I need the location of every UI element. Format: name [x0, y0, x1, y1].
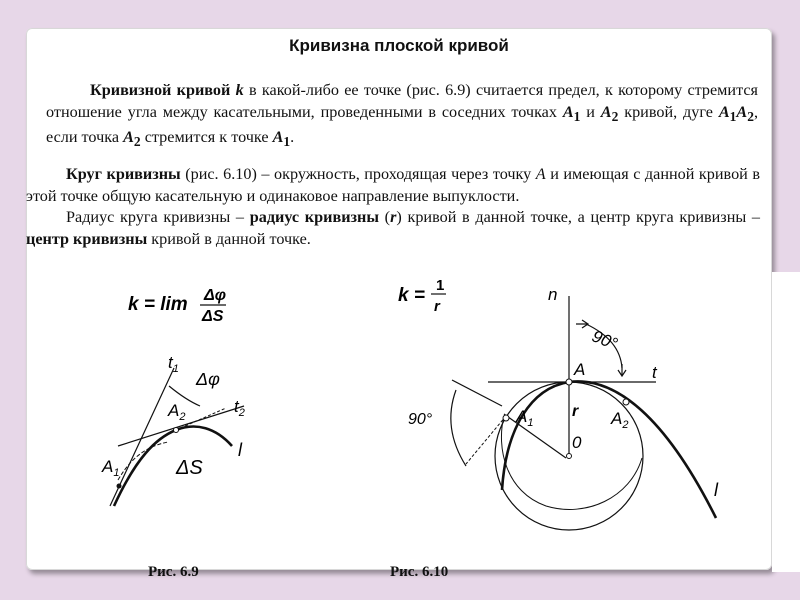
- text-span: .: [290, 128, 295, 147]
- sub: 1: [283, 134, 291, 150]
- text-span: и: [580, 102, 601, 121]
- sub: 2: [747, 108, 754, 124]
- t: t: [168, 353, 173, 372]
- tangent-at-A1: [452, 380, 502, 406]
- text-span: (рис. 6.10) – окружность, проходящая через точку: [180, 165, 536, 183]
- formula2-numerator: 1: [436, 277, 445, 294]
- term-circle-of-curvature: Круг кривизны: [66, 165, 181, 183]
- label-A1-fig2: [515, 407, 533, 429]
- text-span: и имеющая с данной кривой в этой точке общую касательную и одинаковое направление выпуклости.: [26, 165, 761, 205]
- sub: 1: [729, 108, 737, 124]
- sub: 1: [527, 417, 534, 429]
- t: t: [234, 397, 239, 416]
- symbol-A: A: [718, 102, 730, 121]
- text-span: (: [379, 208, 391, 226]
- caption-fig-6-10: Рис. 6.10: [390, 564, 449, 580]
- figure-6-10: [26, 28, 772, 570]
- formula2-lhs: k =: [398, 285, 425, 306]
- text-span: стремится к точке: [140, 128, 273, 147]
- arrow-top-right: [618, 364, 626, 376]
- caption-fig-6-9: Рис. 6.9: [148, 564, 199, 580]
- label-t: t: [652, 363, 657, 382]
- term-center-of-curvature: центр кривизны: [26, 229, 148, 248]
- slide-card: [26, 28, 772, 580]
- card-edge-overlay: [772, 272, 800, 572]
- label-O: 0: [572, 433, 582, 452]
- curve-l-fig2: [502, 381, 716, 518]
- A: A: [168, 401, 180, 420]
- angle-arc-left: [451, 390, 466, 466]
- label-A: A: [574, 360, 586, 379]
- arrow-top-left: [576, 320, 588, 328]
- sub: 1: [113, 467, 120, 479]
- symbol-k: k: [235, 81, 244, 99]
- sub: 2: [611, 108, 619, 124]
- symbol-A: A: [736, 102, 748, 121]
- symbol-A: A: [272, 128, 284, 147]
- A: A: [516, 407, 528, 426]
- label-l-fig2: l: [714, 480, 718, 500]
- dashed-A1-O: [466, 416, 506, 464]
- text-span: ) кривой в данной точке, а центр круга кривизны –: [396, 208, 761, 226]
- formula-lhs: k = lim: [128, 294, 188, 315]
- text-span: Радиус круга кривизны –: [66, 208, 250, 226]
- point-A: [566, 379, 572, 385]
- slide-title: Кривизна плоской кривой: [289, 36, 509, 55]
- point-A1-fig2: [503, 415, 509, 421]
- symbol-A: A: [562, 102, 574, 121]
- label-angle-left: 90°: [408, 411, 433, 428]
- sub: 1: [172, 363, 179, 375]
- formula2-denominator: r: [434, 298, 440, 315]
- sub: 2: [238, 407, 245, 419]
- point-O: [567, 454, 572, 459]
- label-dS: ΔS: [176, 457, 203, 479]
- formula-curvature-radius: [398, 277, 446, 315]
- text-span: в какой-либо ее точке (рис. 6.9) считается предел, к которому стремится отношение угла между касательными, проведенными в соседних точках: [46, 81, 758, 121]
- label-n: n: [548, 285, 558, 304]
- symbol-A: A: [600, 102, 612, 121]
- label-dphi: Δφ: [196, 369, 220, 389]
- A: A: [102, 457, 114, 476]
- formula-numerator: Δφ: [204, 287, 226, 304]
- inner-circle: [501, 416, 642, 509]
- sub: 2: [133, 134, 141, 150]
- label-l-fig1: l: [238, 440, 242, 460]
- symbol-A: A: [123, 128, 134, 147]
- label-angle-top: 90°: [589, 326, 621, 354]
- symbol-r: r: [390, 208, 397, 226]
- term-curvature: Кривизной кривой: [90, 81, 236, 99]
- sub: 2: [179, 411, 186, 423]
- text-span: кривой в данной точке.: [147, 229, 311, 248]
- sub: 2: [622, 419, 629, 431]
- A: A: [611, 409, 623, 428]
- label-r: r: [572, 403, 579, 420]
- text-span: , если точка: [46, 102, 758, 147]
- term-radius-of-curvature: радиус кривизны: [249, 208, 379, 226]
- label-A2-fig2: [610, 409, 628, 431]
- point-A2-fig2: [623, 399, 629, 405]
- symbol-A: A: [535, 165, 546, 183]
- sub: 1: [573, 108, 581, 124]
- formula-denominator: ΔS: [202, 308, 224, 325]
- text-span: кривой, дуге: [618, 102, 719, 121]
